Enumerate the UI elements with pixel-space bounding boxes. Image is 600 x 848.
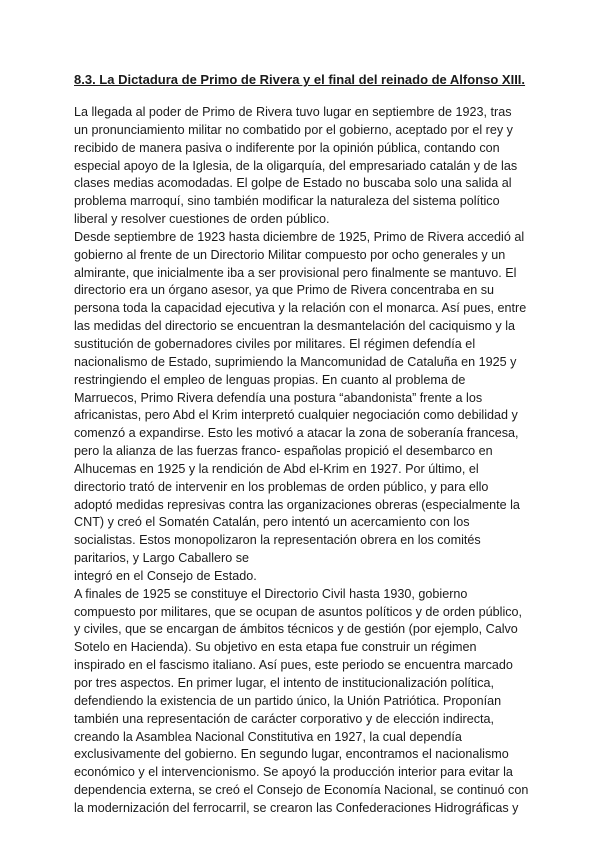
text-line: pero la alianza de las fuerzas franco- españolas propició el desembarco en [74, 444, 493, 459]
document-body [74, 104, 534, 818]
text-line: exclusivamente del gobierno. En segundo lugar, encontramos el nacionalismo [74, 747, 509, 762]
text-line: clases medias acomodadas. El golpe de Estado no buscaba solo una salida al [74, 176, 512, 191]
text-line: almirante, que inicialmente iba a ser provisional pero finalmente se mantuvo. El [74, 265, 517, 280]
text-line: nacionalismo de Estado, suprimiendo la Mancomunidad de Cataluña en 1925 y [74, 354, 517, 369]
text-line: directorio trató de intervenir en los problemas de orden público, y para ello [74, 479, 489, 494]
text-line: comenzó a expandirse. Esto les motivó a atacar la zona de soberanía francesa, [74, 426, 519, 441]
text-line: recibido de manera pasiva o indiferente por la opinión pública, contando con [74, 140, 500, 155]
text-line: restringiendo el empleo de lenguas propias. En cuanto al problema de [74, 372, 466, 387]
text-line: las medidas del directorio se encuentran la desmantelación del caciquismo y la [74, 319, 516, 334]
text-line: especial apoyo de la Iglesia, de la oligarquía, del empresariado catalán y de las [74, 158, 518, 173]
text-line: A finales de 1925 se constituye el Directorio Civil hasta 1930, gobierno [74, 586, 468, 601]
text-line: persona toda la capacidad ejecutiva y la relación con el monarca. Así pues, entre [74, 301, 527, 316]
text-line: Sotelo en Hacienda). Su objetivo en esta etapa fue construir un régimen [74, 640, 477, 655]
text-line: gobierno al frente de un Directorio Militar compuesto por ocho generales y un [74, 247, 506, 262]
text-line: económico y el intervencionismo. Se apoyó la producción interior para evitar la [74, 765, 513, 780]
text-line: CNT) y creó el Somatén Catalán, pero intentó un acercamiento con los [74, 515, 470, 530]
text-line: directorio era un órgano asesor, ya que Primo de Rivera concentraba en su [74, 283, 495, 298]
text-line: liberal y resolver cuestiones de orden público. [74, 212, 330, 227]
text-line: y civiles, que se encargan de ámbitos técnicos y de gestión (por ejemplo, Calvo [74, 622, 518, 637]
text-line: dependencia externa, se creó el Consejo de Economía Nacional, se continuó con [74, 783, 529, 798]
text-line: Desde septiembre de 1923 hasta diciembre de 1925, Primo de Rivera accedió al [74, 229, 525, 244]
text-line: paritarios, y Largo Caballero se [74, 551, 250, 566]
section-title: 8.3. La Dictadura de Primo de Rivera y el final del reinado de Alfonso XIII. [74, 72, 526, 87]
text-line: por tres aspectos. En primer lugar, el intento de institucionalización política, [74, 676, 495, 690]
text-line: inspirado en el fascismo italiano. Así pues, este periodo se encuentra marcado [74, 658, 513, 673]
text-line: La llegada al poder de Primo de Rivera tuvo lugar en septiembre de 1923, tras [74, 105, 512, 119]
text-line: la modernización del ferrocarril, se crearon las Confederaciones Hidrográficas y [74, 800, 519, 815]
text-line: africanistas, pero Abd el Krim interpretó cualquier negociación como debilidad y [74, 408, 518, 423]
text-line: Alhucemas en 1925 y la rendición de Abd el-Krim en 1927. Por último, el [74, 461, 479, 476]
text-line: también una representación de carácter corporativo y de elección indirecta, [74, 711, 495, 726]
text-line: sustitución de gobernadores civiles por militares. El régimen defendía el [74, 336, 476, 351]
text-line: defendiendo la existencia de un partido único, la Unión Patriótica. Proponían [74, 693, 502, 708]
text-line: creando la Asamblea Nacional Constitutiva en 1927, la cual dependía [74, 729, 462, 744]
text-line: problema marroquí, sino también modificar la naturaleza del sistema político [74, 194, 500, 209]
text-line: compuesto por militares, que se ocupan de asuntos políticos y de orden público, [74, 604, 523, 619]
text-line: integró en el Consejo de Estado. [74, 568, 257, 583]
text-line: socialistas. Estos monopolizaron la representación obrera en los comités [74, 533, 481, 548]
text-line: Marruecos, Primo Rivera defendía una postura “abandonista” frente a los [74, 390, 483, 405]
text-line: un pronunciamiento militar no combatido por el gobierno, aceptado por el rey y [74, 122, 513, 137]
text-line: adoptó medidas represivas contra las organizaciones obreras (especialmente la [74, 497, 520, 512]
